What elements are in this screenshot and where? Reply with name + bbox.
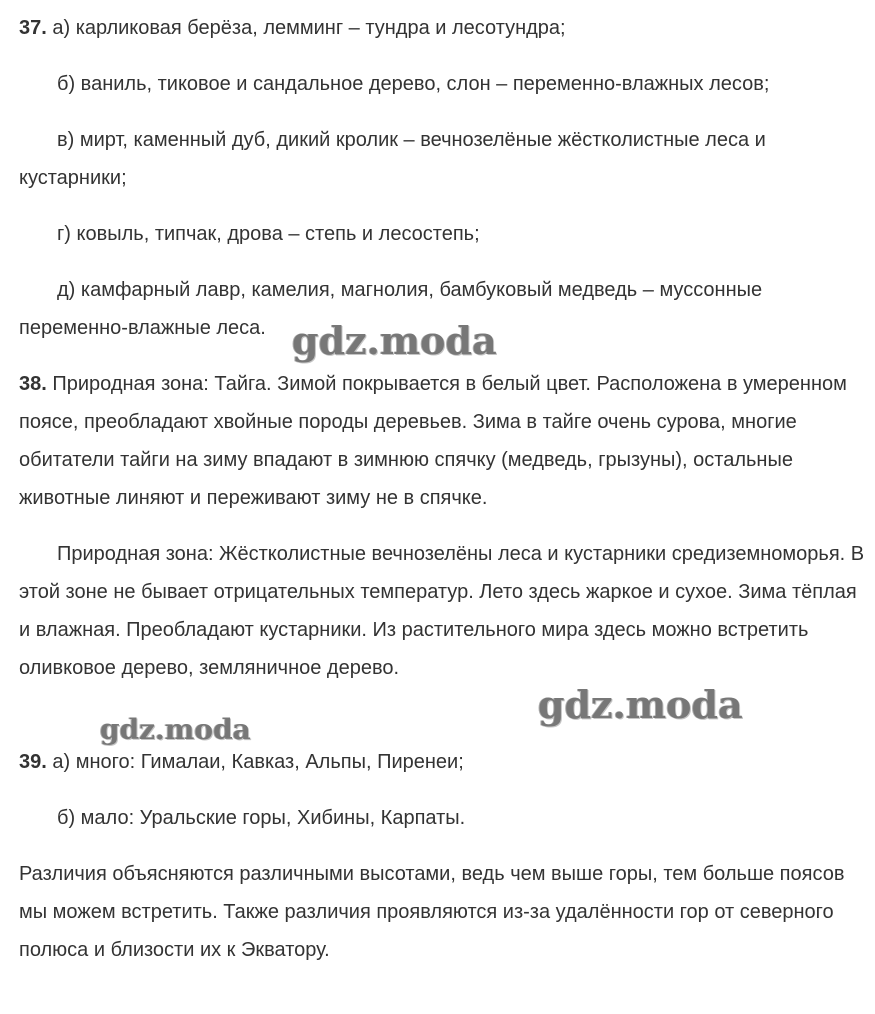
q37-number: 37. bbox=[19, 17, 47, 39]
watermark-gdz-moda: gdz.moda bbox=[292, 318, 497, 363]
q39-item-b: б) мало: Уральские горы, Хибины, Карпаты. bbox=[57, 807, 466, 829]
q38-p1-text: Природная зона: Тайга. Зимой покрывается в белый цвет. Расположена в умеренном поясе, преобладают хвойные породы деревьев. Зима в тайге очень сурова, многие обитатели тайги на зиму впадают в зимнюю спячку (медведь, грызуны), остальные животные линяют и переживают зиму не в спячке. bbox=[19, 373, 847, 509]
q37-item-v: в) мирт, каменный дуб, дикий кролик – вечнозелёные жёстколистные леса и кустарники; bbox=[19, 129, 766, 189]
q37-item-a bbox=[19, 9, 865, 47]
q38-number: 38. bbox=[19, 373, 47, 395]
watermark-gdz-moda: gdz.moda bbox=[538, 682, 743, 727]
q37-item-b: б) ваниль, тиковое и сандальное дерево, слон – переменно-влажных лесов; bbox=[57, 73, 770, 95]
q39-a-text: а) много: Гималаи, Кавказ, Альпы, Пиренеи; bbox=[46, 751, 464, 773]
q39-number: 39. bbox=[19, 751, 47, 773]
q38-paragraph-1 bbox=[19, 365, 865, 517]
watermark-gdz-moda: gdz.moda bbox=[100, 713, 251, 746]
q37-item-d: д) камфарный лавр, камелия, магнолия, бамбуковый медведь – муссонные переменно-влажные леса. bbox=[19, 279, 763, 339]
q38-paragraph-2: Природная зона: Жёстколистные вечнозелёны леса и кустарники средиземноморья. В этой зоне не бывает отрицательных температур. Лето здесь жаркое и сухое. Зима тёплая и влажная. Преобладают кустарники. Из растительного мира здесь можно встретить оливковое дерево, земляничное дерево. bbox=[19, 543, 865, 679]
q37-a-text: а) карликовая берёза, лемминг – тундра и лесотундра; bbox=[46, 17, 566, 39]
q39-explanation: Различия объясняются различными высотами, ведь чем выше горы, тем больше поясов мы можем встретить. Также различия проявляются из-за удалённости гор от северного полюса и близости их к Экватору. bbox=[19, 863, 845, 961]
q37-item-g: г) ковыль, типчак, дрова – степь и лесостепь; bbox=[57, 223, 480, 245]
q39-item-a bbox=[19, 743, 865, 781]
